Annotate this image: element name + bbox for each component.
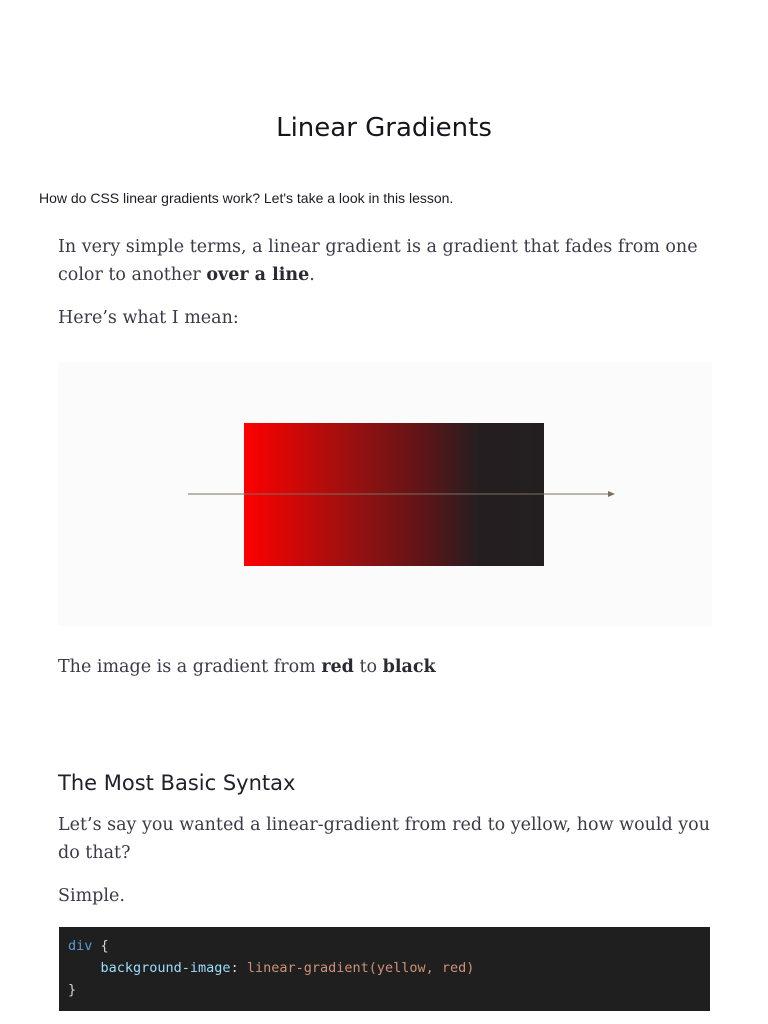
simple-paragraph: Simple. (58, 886, 125, 906)
page-subtitle: How do CSS linear gradients work? Let's take a look in this lesson. (39, 190, 454, 206)
intro-paragraph (58, 233, 718, 289)
section-heading: The Most Basic Syntax (58, 771, 296, 795)
code-indent (68, 960, 101, 976)
intro-text-before: In very simple terms, a linear gradient is a gradient that fades from one color to another (58, 237, 698, 285)
code-colon: : (230, 960, 247, 976)
section-paragraph: Let’s say you wanted a linear-gradient from red to yellow, how would you do that? (58, 815, 710, 863)
gradient-figure (58, 362, 712, 626)
caption-paragraph (58, 653, 718, 681)
caption-text-before: The image is a gradient from (58, 657, 322, 677)
page-title: Linear Gradients (276, 113, 492, 143)
intro-text-after: . (309, 265, 315, 285)
caption-text-middle: to (353, 657, 383, 677)
lead-in-paragraph: Here’s what I mean: (58, 308, 239, 328)
direction-arrow (58, 362, 712, 626)
caption-bold-red: red (321, 657, 354, 677)
code-value: linear-gradient(yellow, red) (246, 960, 475, 976)
intro-bold-text: over a line (206, 265, 310, 285)
code-property: background-image (100, 960, 231, 976)
caption-bold-black: black (382, 657, 436, 677)
direction-arrowhead (608, 491, 615, 497)
code-selector: div (68, 938, 93, 954)
code-open-brace: { (92, 938, 109, 954)
code-block (59, 927, 710, 1011)
code-close-brace: } (68, 982, 77, 998)
